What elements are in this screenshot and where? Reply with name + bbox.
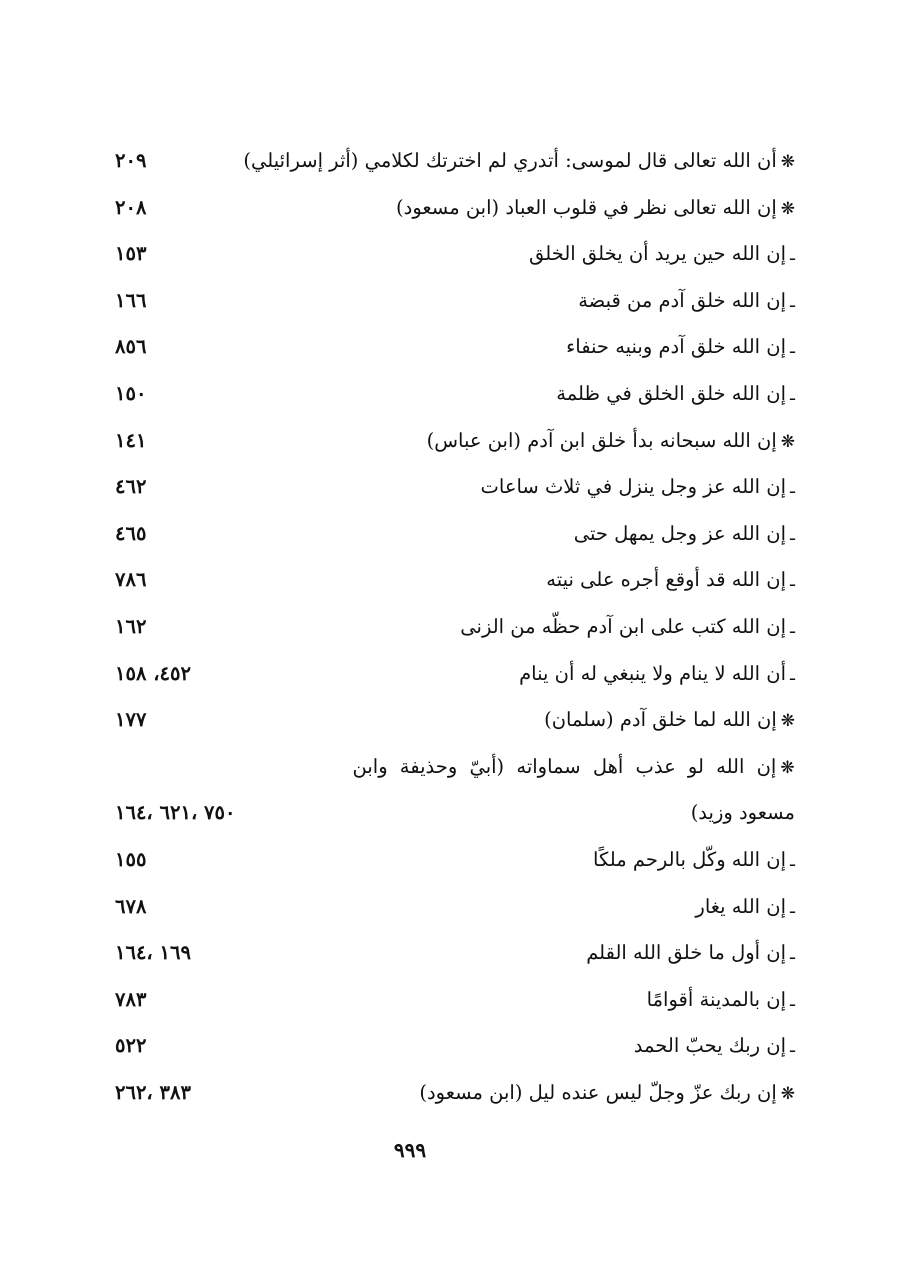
entry-text <box>481 464 795 512</box>
entry-title: إن الله عز وجل ينزل في ثلاث ساعات <box>480 475 787 499</box>
entry-title: إن الله خلق الخلق في ظلمة <box>556 381 787 405</box>
entry-title: إن ربك عزّ وجلّ ليس عنده ليل (ابن مسعود) <box>419 1080 777 1104</box>
entry-title: إن أول ما خلق الله القلم <box>586 941 787 965</box>
entry-page-refs: ٢٠٨ <box>115 195 147 219</box>
entry-page-refs: ٤٥٢، ١٥٨ <box>115 661 191 685</box>
entry-page-refs: ٧٥٠ ،٦٢١ ،١٦٤ <box>115 801 236 825</box>
dash-marker: ـ <box>790 617 795 638</box>
entry-title: إن الله لو عذب أهل سماواته (أبيّ وحذيفة وابن <box>352 754 777 778</box>
index-entry <box>105 1070 795 1117</box>
entry-title: إن الله يغار <box>695 894 787 918</box>
entry-text <box>546 557 795 605</box>
entry-title: إن الله لما خلق آدم (سلمان) <box>544 708 777 732</box>
entry-text <box>695 884 795 932</box>
index-entry <box>105 231 795 278</box>
entry-text <box>556 371 795 419</box>
dash-marker: ـ <box>790 664 795 685</box>
index-entry <box>105 884 795 931</box>
entry-text <box>593 837 795 885</box>
entry-page-refs: ٥٢٢ <box>115 1034 147 1058</box>
index-entry <box>105 511 795 558</box>
entry-page-refs: ١٦٩ ،١٦٤ <box>115 941 191 965</box>
index-entry <box>105 977 795 1024</box>
asterisk-marker: ❋ <box>780 711 795 732</box>
dash-marker: ـ <box>790 571 795 592</box>
asterisk-marker: ❋ <box>780 757 795 778</box>
entry-title: إن الله سبحانه بدأ خلق ابن آدم (ابن عباس) <box>426 428 777 452</box>
dash-marker: ـ <box>790 897 795 918</box>
entry-page-refs: ١٥٣ <box>115 242 147 266</box>
entry-title: إن الله حين يريد أن يخلق الخلق <box>529 242 787 266</box>
index-entry <box>105 1023 795 1070</box>
entry-title: إن الله تعالى نظر في قلوب العباد (ابن مسعود) <box>396 195 777 219</box>
index-entry <box>105 138 795 185</box>
entry-page-refs: ١٤١ <box>115 428 147 452</box>
asterisk-marker: ❋ <box>780 1083 795 1104</box>
entry-text <box>691 790 795 837</box>
entry-text <box>634 1023 795 1071</box>
entry-title: إن ربك يحبّ الحمد <box>633 1034 787 1058</box>
entry-title: إن الله خلق آدم من قبضة <box>578 288 787 312</box>
entry-text <box>519 651 795 699</box>
asterisk-marker: ❋ <box>780 431 795 452</box>
entry-text <box>647 977 795 1025</box>
entry-title: إن الله عز وجل يمهل حتى <box>573 521 787 545</box>
dash-marker: ـ <box>790 384 795 405</box>
entry-page-refs: ١٧٧ <box>115 708 147 732</box>
entry-page-refs: ٣٨٣ ،٢٦٢ <box>115 1080 191 1104</box>
entry-text <box>586 930 795 978</box>
dash-marker: ـ <box>790 1037 795 1058</box>
index-entry <box>105 837 795 884</box>
dash-marker: ـ <box>790 524 795 545</box>
entry-page-refs: ٧٨٣ <box>115 987 147 1011</box>
entry-title: أن الله تعالى قال لموسى: أتدري لم اخترتك لكلامي (أثر إسرائيلي) <box>243 149 777 172</box>
index-entry <box>105 185 795 232</box>
dash-marker: ـ <box>790 944 795 965</box>
entry-page-refs: ٨٥٦ <box>115 335 147 359</box>
index-entry <box>105 744 795 791</box>
index-entry <box>105 557 795 604</box>
entry-title: إن الله وكّل بالرحم ملكًا <box>593 847 787 871</box>
entry-text <box>396 185 795 233</box>
entry-text <box>419 1070 795 1118</box>
page-number: ٩٩٩ <box>393 1138 427 1162</box>
index-entry <box>105 371 795 418</box>
entry-page-refs: ٤٦٢ <box>115 475 147 499</box>
asterisk-marker: ❋ <box>780 198 795 219</box>
entry-page-refs: ١٦٢ <box>115 614 147 638</box>
entry-page-refs: ١٥٥ <box>115 847 147 871</box>
entry-page-refs: ٧٨٦ <box>115 568 147 592</box>
dash-marker: ـ <box>790 338 795 359</box>
entry-text <box>243 138 795 186</box>
entry-text <box>566 324 795 372</box>
entry-title: مسعود وزيد) <box>690 801 795 825</box>
index-entry <box>105 930 795 977</box>
index-entry <box>105 697 795 744</box>
entry-text <box>544 697 795 745</box>
index-entry <box>105 324 795 371</box>
entry-title: إن الله كتب على ابن آدم حظّه من الزنى <box>460 614 787 638</box>
entry-page-refs: ١٦٦ <box>115 288 147 312</box>
index-list <box>105 138 795 1116</box>
entry-text <box>529 231 795 279</box>
index-entry <box>105 278 795 325</box>
entry-title: إن الله خلق آدم وبنيه حنفاء <box>566 335 787 359</box>
dash-marker: ـ <box>790 245 795 266</box>
index-entry <box>105 790 795 837</box>
entry-text <box>353 744 796 792</box>
index-entry <box>105 464 795 511</box>
entry-text <box>460 604 795 652</box>
entry-title: إن بالمدينة أقوامًا <box>646 987 787 1011</box>
index-entry <box>105 418 795 465</box>
entry-page-refs: ٦٧٨ <box>115 894 147 918</box>
dash-marker: ـ <box>790 291 795 312</box>
index-entry <box>105 604 795 651</box>
entry-title: إن الله قد أوقع أجره على نيته <box>546 568 787 592</box>
dash-marker: ـ <box>790 478 795 499</box>
entry-page-refs: ٢٠٩ <box>115 149 147 172</box>
entry-page-refs: ١٥٠ <box>115 381 147 405</box>
entry-page-refs: ٤٦٥ <box>115 521 147 545</box>
entry-text <box>574 511 795 559</box>
entry-text <box>578 278 795 326</box>
entry-text <box>427 418 795 466</box>
asterisk-marker: ❋ <box>780 152 795 172</box>
entry-title: أن الله لا ينام ولا ينبغي له أن ينام <box>519 661 787 685</box>
dash-marker: ـ <box>790 850 795 871</box>
index-entry <box>105 651 795 698</box>
dash-marker: ـ <box>790 990 795 1011</box>
